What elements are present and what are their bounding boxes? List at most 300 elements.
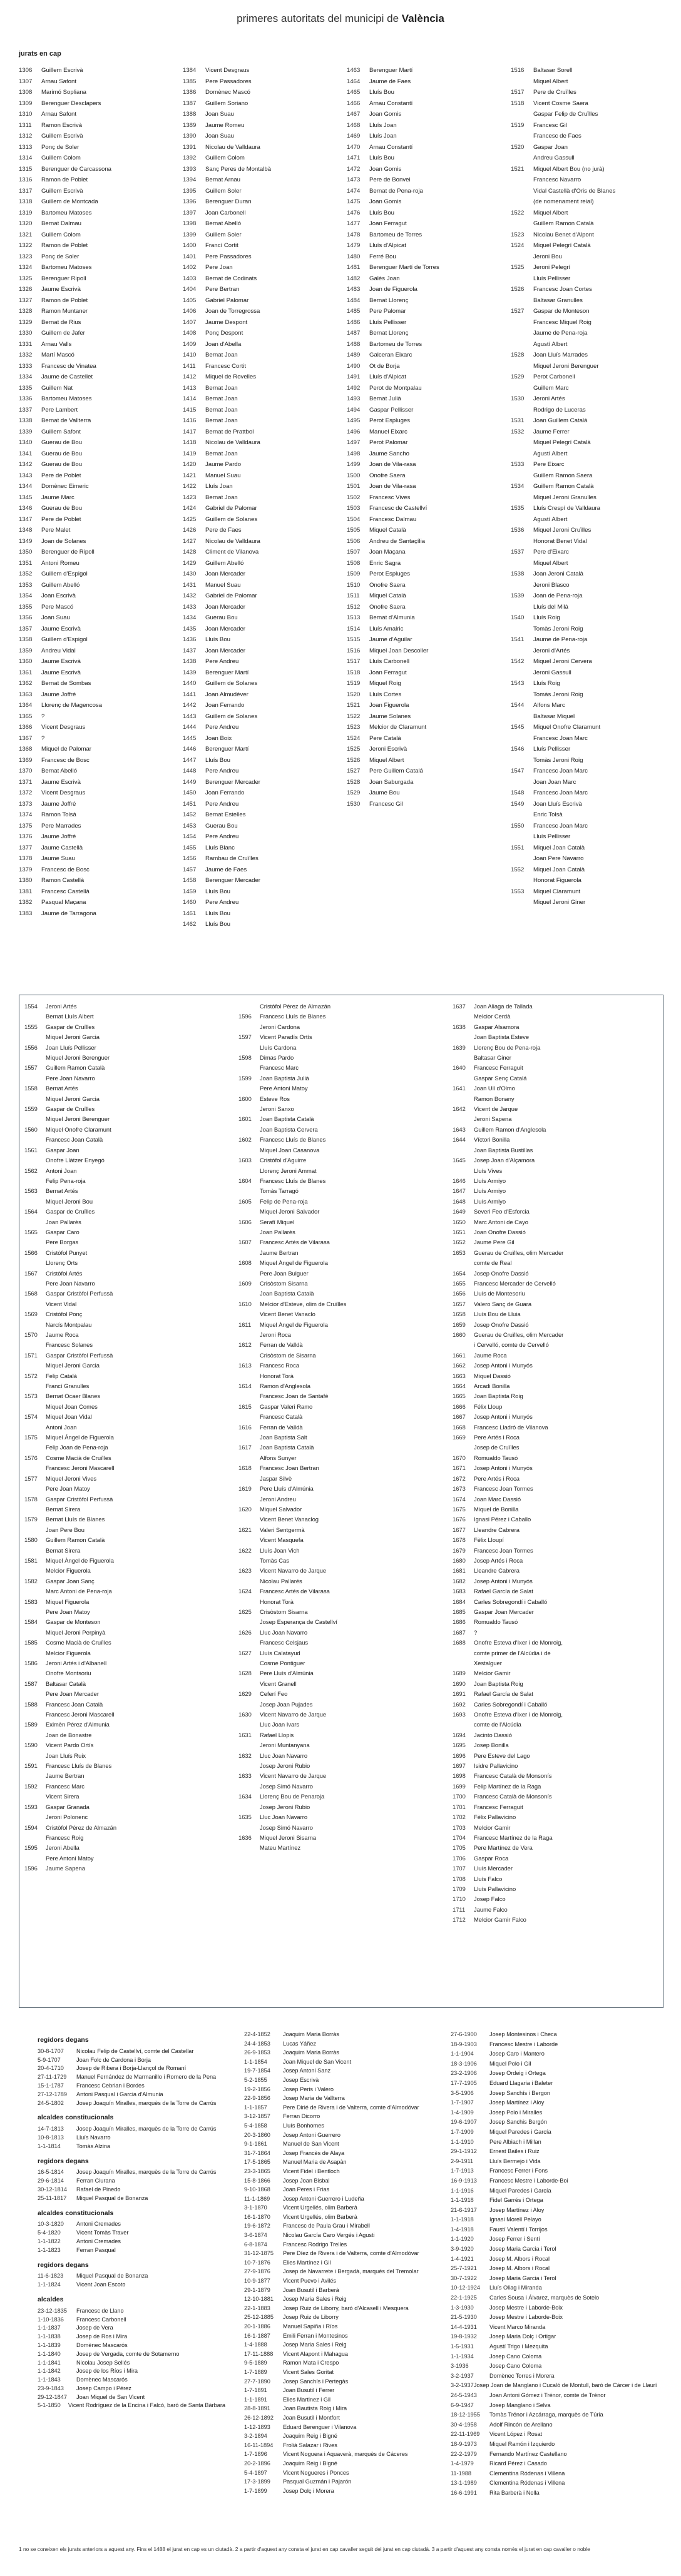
year-label: 1-5-1931 xyxy=(451,2343,474,2350)
year-label: 1540 xyxy=(511,614,525,621)
year-label: 29-12-1847 xyxy=(38,2393,67,2400)
group-header: alcaldes xyxy=(38,2295,64,2303)
person-name: Vicent Noguera i Aquaverà, marquès de Cáceres xyxy=(283,2451,408,2458)
person-name: Lluís Calatayud xyxy=(260,1649,300,1656)
list-item xyxy=(511,886,664,898)
list-item xyxy=(244,2295,432,2304)
list-item xyxy=(453,1638,659,1648)
person-name: Guillem de Solanes xyxy=(205,680,258,687)
person-name: Antoni Joan xyxy=(46,1167,77,1174)
list-item xyxy=(38,2324,225,2333)
year-label xyxy=(453,1053,474,1063)
person-name: Guillem d'Espigol xyxy=(41,636,88,643)
list-item xyxy=(24,1227,231,1237)
list-item xyxy=(238,1351,445,1361)
year-label: 9-10-1868 xyxy=(244,2186,270,2193)
list-item xyxy=(453,1679,659,1689)
year-label: 1403 xyxy=(183,275,197,282)
year-label: 1616 xyxy=(238,1423,252,1431)
list-item xyxy=(511,580,664,591)
person-name: Perot Espluges xyxy=(369,570,411,577)
list-item xyxy=(244,2331,432,2341)
person-name: Josep Peris i Valero xyxy=(283,2086,334,2092)
year-label: 1683 xyxy=(453,1588,466,1595)
year-label: 1573 xyxy=(24,1392,38,1400)
year-label: 9-1-1861 xyxy=(244,2141,267,2148)
list-item xyxy=(19,350,172,361)
person-name: Joan Mercader xyxy=(205,570,245,577)
year-label: 19-6-1872 xyxy=(244,2223,270,2229)
year-label: 1535 xyxy=(511,505,525,512)
list-item xyxy=(238,1771,445,1781)
person-name: Joan d'Abella xyxy=(205,340,242,348)
person-name: Gabriel de Palomar xyxy=(205,592,257,599)
year-label: 1672 xyxy=(453,1474,466,1482)
person-name: Gaspar Joan xyxy=(46,1146,79,1154)
list-item xyxy=(19,733,172,744)
year-label xyxy=(238,1351,260,1361)
list-item xyxy=(19,580,172,591)
year-label: 1326 xyxy=(19,286,33,293)
list-item xyxy=(238,1114,445,1124)
year-label: 1402 xyxy=(183,264,197,271)
list-item xyxy=(24,1053,231,1063)
person-name: Miquel Paredes i García xyxy=(489,2128,551,2135)
list-item xyxy=(183,251,336,263)
year-label xyxy=(238,1617,260,1627)
list-item xyxy=(24,1463,231,1473)
year-label: 27-9-1876 xyxy=(244,2268,270,2275)
list-item xyxy=(183,908,336,920)
list-item xyxy=(238,1648,445,1658)
person-name: Miquel Joan Vidal xyxy=(46,1413,92,1421)
person-name: Joan Marc Dassió xyxy=(474,1495,521,1503)
list-item xyxy=(24,1474,231,1484)
year-label: 1407 xyxy=(183,318,197,326)
year-label: 1518 xyxy=(347,669,361,676)
list-item xyxy=(347,569,500,580)
person-name: Josep Ruiz de Liborry xyxy=(283,2314,339,2321)
year-label: 1378 xyxy=(19,855,33,862)
person-name: Gaspar Caro xyxy=(46,1228,79,1235)
year-label: 22-4-1852 xyxy=(244,2031,270,2037)
year-label: 5-4-1820 xyxy=(38,2229,61,2236)
person-name: Víctori Bonilla xyxy=(474,1136,510,1143)
person-name: Joan Baptista Julià xyxy=(260,1074,309,1082)
list-item xyxy=(24,1556,231,1566)
list-item xyxy=(511,602,664,613)
list-item xyxy=(19,284,172,295)
list-item xyxy=(238,1125,445,1135)
list-item xyxy=(19,897,172,908)
person-name: Jaume Escrivà xyxy=(41,658,81,665)
person-name: Miquel Figuerola xyxy=(46,1598,90,1605)
list-item xyxy=(24,1361,231,1371)
list-item xyxy=(38,2307,225,2316)
year-label: 1602 xyxy=(238,1136,252,1143)
person-name: Bernat de Rius xyxy=(41,318,81,326)
list-item xyxy=(238,1463,445,1473)
person-name: Lucas Yáñez xyxy=(283,2040,316,2047)
person-name: Elies Martínez i Gil xyxy=(283,2259,331,2266)
person-name: Rafael Llopis xyxy=(260,1731,294,1738)
year-label: 16-5-1814 xyxy=(38,2169,64,2176)
list-item xyxy=(347,602,500,613)
list-item xyxy=(19,908,172,920)
year-label xyxy=(238,1494,260,1504)
year-label: 1515 xyxy=(347,636,361,643)
person-name: Gaspar Joan Mercader xyxy=(474,1608,534,1615)
person-name: Baltasar Miquel xyxy=(533,712,575,720)
year-label xyxy=(511,295,533,307)
person-name: Bernat Arnau xyxy=(205,176,241,183)
year-label: 1482 xyxy=(347,275,361,282)
list-item xyxy=(183,186,336,197)
year-label: 1606 xyxy=(238,1218,252,1225)
person-name: Jacinto Dassió xyxy=(474,1731,512,1738)
list-item xyxy=(19,755,172,766)
year-label xyxy=(238,1186,260,1196)
year-label: 15-8-1866 xyxy=(244,2177,270,2184)
person-name: Francesc Català xyxy=(260,1413,303,1421)
year-label: 1435 xyxy=(183,625,197,632)
list-item xyxy=(183,120,336,131)
person-name: Josep Cano Coloma xyxy=(489,2363,542,2370)
person-name: Galès Joan xyxy=(369,275,400,282)
list-item xyxy=(347,634,500,646)
person-name: Melcior d'Esteve, olim de Cruïlles xyxy=(260,1300,347,1307)
list-item xyxy=(511,525,664,536)
year-label: 1454 xyxy=(183,833,197,840)
list-item xyxy=(19,492,172,504)
year-label: 1320 xyxy=(19,220,33,227)
list-item xyxy=(511,853,664,865)
list-item xyxy=(38,2168,225,2177)
list-item xyxy=(453,1279,659,1289)
list-item xyxy=(347,328,500,339)
list-item xyxy=(238,1422,445,1433)
list-item xyxy=(38,2082,225,2091)
list-item xyxy=(347,481,500,492)
person-name: Josep Joaquín Miralles, marquès de la Torre de Carrús xyxy=(76,2099,217,2106)
person-name: Felip Joan de Pena-roja xyxy=(46,1444,108,1451)
person-name: Nicolau Pallarés xyxy=(260,1577,302,1585)
year-label: 1594 xyxy=(24,1823,38,1831)
list-item xyxy=(183,503,336,514)
person-name: Crisòstom Sisarna xyxy=(260,1608,308,1615)
person-name: Jaume Escrivà xyxy=(41,778,81,786)
person-name: Pere Artés i Roca xyxy=(474,1474,520,1482)
year-label: 1492 xyxy=(347,384,361,392)
year-label: 1653 xyxy=(453,1249,466,1256)
person-name: Bernat de Prattbol xyxy=(205,428,254,435)
year-label: 16-1-1887 xyxy=(244,2332,270,2339)
year-label: 1599 xyxy=(238,1074,252,1082)
list-item xyxy=(183,569,336,580)
list-item xyxy=(183,218,336,230)
year-label: 1562 xyxy=(24,1167,38,1174)
person-name: Vicent Alapont i Mahagua xyxy=(283,2350,349,2357)
person-name: Jaume de Castellet xyxy=(41,373,93,380)
person-name: Joaquim Maria Borràs xyxy=(283,2031,339,2037)
year-label: 1647 xyxy=(453,1187,466,1195)
list-item xyxy=(244,2286,432,2295)
year-label: 1-7-1907 xyxy=(451,2099,474,2106)
person-name: Josep Artés i Roca xyxy=(474,1556,523,1564)
year-label: 1388 xyxy=(183,111,197,118)
list-item xyxy=(19,427,172,438)
person-name: Josep Antoni i Munyós xyxy=(474,1464,533,1472)
list-item xyxy=(347,492,500,504)
year-label: 1505 xyxy=(347,527,361,534)
year-label: 1613 xyxy=(238,1362,252,1369)
year-label xyxy=(24,1155,46,1165)
list-item xyxy=(453,1053,659,1063)
list-item xyxy=(24,1155,231,1165)
person-name: Jeroni Escrivà xyxy=(369,746,407,753)
person-name: Francesc Joan de Santafè xyxy=(260,1392,329,1400)
year-label: 1682 xyxy=(453,1577,466,1585)
person-name: Domènec Mascarós xyxy=(76,2376,128,2383)
list-item xyxy=(453,1166,659,1176)
year-label: 1643 xyxy=(453,1125,466,1133)
year-label: 1399 xyxy=(183,231,197,238)
list-item xyxy=(453,1751,659,1761)
list-item xyxy=(38,2134,225,2142)
person-name: Domènec Mascarós xyxy=(76,2341,128,2348)
year-label: 1471 xyxy=(347,155,361,161)
year-label xyxy=(238,1556,260,1566)
list-item xyxy=(453,1576,659,1586)
person-name: Lluc Joan Navarro xyxy=(260,1628,308,1636)
list-item xyxy=(453,1012,659,1022)
list-item xyxy=(183,459,336,470)
list-item xyxy=(24,1166,231,1176)
year-label: 1350 xyxy=(19,549,33,555)
list-item xyxy=(453,1720,659,1730)
person-name: Joan Maçana xyxy=(369,549,406,555)
list-item xyxy=(244,2085,432,2094)
list-item xyxy=(183,175,336,186)
list-item xyxy=(511,295,664,307)
year-label xyxy=(238,1679,260,1689)
person-name: Lluís Bou xyxy=(205,756,231,764)
list-item xyxy=(19,503,172,514)
list-item xyxy=(453,1443,659,1453)
year-label: 1370 xyxy=(19,768,33,774)
list-item xyxy=(183,514,336,525)
year-label: 3-2-1937 xyxy=(451,2372,474,2379)
person-name: Marc Antoni de Cayo xyxy=(474,1218,529,1225)
year-label xyxy=(24,1094,46,1104)
person-name: Francesc Joan Marc xyxy=(533,734,588,742)
year-label: 1392 xyxy=(183,155,197,161)
person-name: Pere Esteve del Lago xyxy=(474,1752,530,1759)
person-name: Fèlix Lloupí xyxy=(474,1536,504,1544)
list-item xyxy=(19,470,172,482)
person-name: Guillem Escrivà xyxy=(41,133,83,139)
person-name: Guerau de Bou xyxy=(41,450,83,457)
list-item xyxy=(347,536,500,547)
person-name: Melcior de Claramunt xyxy=(369,724,427,731)
list-item xyxy=(38,2281,225,2289)
person-name: Vicent Fidel i Bentloch xyxy=(283,2168,340,2174)
year-label xyxy=(511,492,533,504)
list-item xyxy=(244,2386,432,2395)
year-label: 17-5-1865 xyxy=(244,2159,270,2166)
person-name: Guerau de Bou xyxy=(41,439,83,446)
list-item xyxy=(451,2079,651,2089)
list-item xyxy=(453,1330,659,1340)
person-name: Miquel Paredes i García xyxy=(489,2187,551,2194)
list-item xyxy=(19,821,172,832)
year-label: 1631 xyxy=(238,1731,252,1738)
list-item xyxy=(511,427,664,438)
list-item xyxy=(238,1381,445,1391)
person-name: Carles Sousa i Álvarez, marquès de Sotelo xyxy=(489,2295,600,2301)
list-item xyxy=(183,393,336,405)
list-item xyxy=(24,1371,231,1381)
list-item xyxy=(347,624,500,635)
person-name: Vicent Marco Miranda xyxy=(489,2323,546,2330)
person-name: Francesc Joan Català xyxy=(46,1700,103,1708)
person-name: Jeroni Sapena xyxy=(474,1115,512,1123)
list-item xyxy=(24,1135,231,1145)
person-name: Ferran Dicorro xyxy=(283,2113,320,2120)
list-item xyxy=(511,218,664,230)
person-name: Jeroni Roca xyxy=(260,1331,292,1338)
person-name: Josep Maria Garcia i Terol xyxy=(489,2246,556,2253)
person-name: Pere Marrades xyxy=(41,822,81,829)
list-item xyxy=(453,1617,659,1627)
list-item xyxy=(511,492,664,504)
year-label: 17-3-1899 xyxy=(244,2478,270,2485)
person-name: Josep Dolç i Morera xyxy=(283,2487,334,2494)
year-label: 1469 xyxy=(347,133,361,139)
person-name: Joan Aliaga de Tallada xyxy=(474,1003,533,1010)
list-item xyxy=(183,777,336,788)
list-item xyxy=(19,722,172,733)
person-name: Elies Martinez i Gil xyxy=(283,2396,331,2403)
list-item xyxy=(451,2157,651,2167)
person-name: Jaume Escrivà xyxy=(41,625,81,632)
person-name: Josep Sanchis Bergón xyxy=(489,2119,547,2126)
list-item xyxy=(238,1617,445,1627)
year-label: 1396 xyxy=(183,198,197,205)
year-label: 1690 xyxy=(453,1680,466,1687)
year-label: 1438 xyxy=(183,658,197,665)
year-label: 1-1-1841 xyxy=(38,2359,61,2366)
person-name: Honorat Torà xyxy=(260,1372,294,1379)
list-item xyxy=(24,1730,231,1740)
year-label: 1-4-1888 xyxy=(244,2341,267,2348)
year-label: 1587 xyxy=(24,1680,38,1687)
person-name: Marc Antoni de Pena-roja xyxy=(46,1588,112,1595)
year-label: 1642 xyxy=(453,1105,466,1113)
list-item xyxy=(451,2303,651,2313)
list-item xyxy=(511,744,664,755)
column-2 xyxy=(183,65,336,930)
year-label: 3-5-1906 xyxy=(451,2089,474,2096)
list-item xyxy=(453,1853,659,1864)
year-label: 1578 xyxy=(24,1495,38,1503)
year-label xyxy=(238,1433,260,1443)
year-label xyxy=(238,1576,260,1586)
person-name: Josep de Cruïlles xyxy=(474,1444,520,1451)
year-label: 1-7-1913 xyxy=(451,2168,474,2174)
list-item xyxy=(244,2276,432,2286)
person-name: Miquel Claramunt xyxy=(533,888,581,895)
person-name: Josep Joan d'Alçamora xyxy=(474,1157,535,1164)
person-name: Esteve Ros xyxy=(260,1095,290,1102)
list-item xyxy=(19,109,172,120)
person-name: Llorenç Bou de Penaroja xyxy=(260,1793,325,1800)
year-label: 1-1-1824 xyxy=(38,2281,61,2288)
person-name: Francesc Roig xyxy=(46,1833,84,1841)
list-item xyxy=(244,2030,432,2039)
person-name: Guillem Escrivà xyxy=(41,187,83,195)
list-item xyxy=(183,843,336,854)
person-name: Manuel Suau xyxy=(205,581,241,589)
year-label: 14-4-1931 xyxy=(451,2323,477,2330)
person-name: Joan Lluís Marrades xyxy=(533,352,588,358)
person-name: Miquel Roig xyxy=(369,680,401,687)
year-label: 1447 xyxy=(183,756,197,764)
year-label: 1-1-1822 xyxy=(38,2238,61,2244)
year-label: 1526 xyxy=(347,756,361,764)
person-name: Josep Manglano i Selva xyxy=(489,2401,551,2408)
list-item xyxy=(453,1299,659,1309)
year-label xyxy=(238,1761,260,1771)
person-name: Francesc Lladró de Vilanova xyxy=(474,1423,548,1431)
list-item xyxy=(244,2413,432,2423)
person-name: Lluís Mercader xyxy=(474,1865,513,1872)
list-item xyxy=(347,514,500,525)
year-label: 1603 xyxy=(238,1157,252,1164)
year-label: 1478 xyxy=(347,231,361,238)
year-label: 1-1-1934 xyxy=(451,2353,474,2360)
year-label: 1572 xyxy=(24,1372,38,1379)
list-item xyxy=(347,437,500,449)
list-item xyxy=(238,1258,445,1268)
person-name: Miquel Ramón i Izquierdo xyxy=(489,2440,555,2447)
person-name: Miquel Jeroni Berenguer xyxy=(46,1115,110,1123)
list-item xyxy=(451,2244,651,2254)
list-item xyxy=(453,1433,659,1443)
person-name: Melcior Cerdà xyxy=(474,1013,511,1020)
year-label: 1428 xyxy=(183,549,197,555)
list-item xyxy=(238,1802,445,1812)
year-label: 18-3-1906 xyxy=(451,2060,477,2067)
person-name: Cristòfol Pérez de Almazán xyxy=(260,1003,331,1010)
year-label: 1353 xyxy=(19,581,33,589)
list-item xyxy=(238,1279,445,1289)
person-name: Antoni Cremades xyxy=(76,2238,121,2244)
person-name: Ferran de Valldà xyxy=(260,1341,303,1349)
person-name: Pasqual Maçana xyxy=(41,899,86,906)
list-item xyxy=(453,1361,659,1371)
year-label: 1532 xyxy=(511,428,525,435)
person-name: Melcior Gamir xyxy=(474,1823,511,1831)
year-label: 1-1-1891 xyxy=(244,2396,267,2403)
year-label: 1425 xyxy=(183,515,197,523)
year-label: 1529 xyxy=(511,373,525,380)
year-label: 1470 xyxy=(347,143,361,151)
year-label: 1307 xyxy=(19,78,33,85)
list-item xyxy=(451,2488,651,2498)
year-label: 1502 xyxy=(347,494,361,501)
person-name: Rafael de Pinedo xyxy=(76,2186,121,2193)
